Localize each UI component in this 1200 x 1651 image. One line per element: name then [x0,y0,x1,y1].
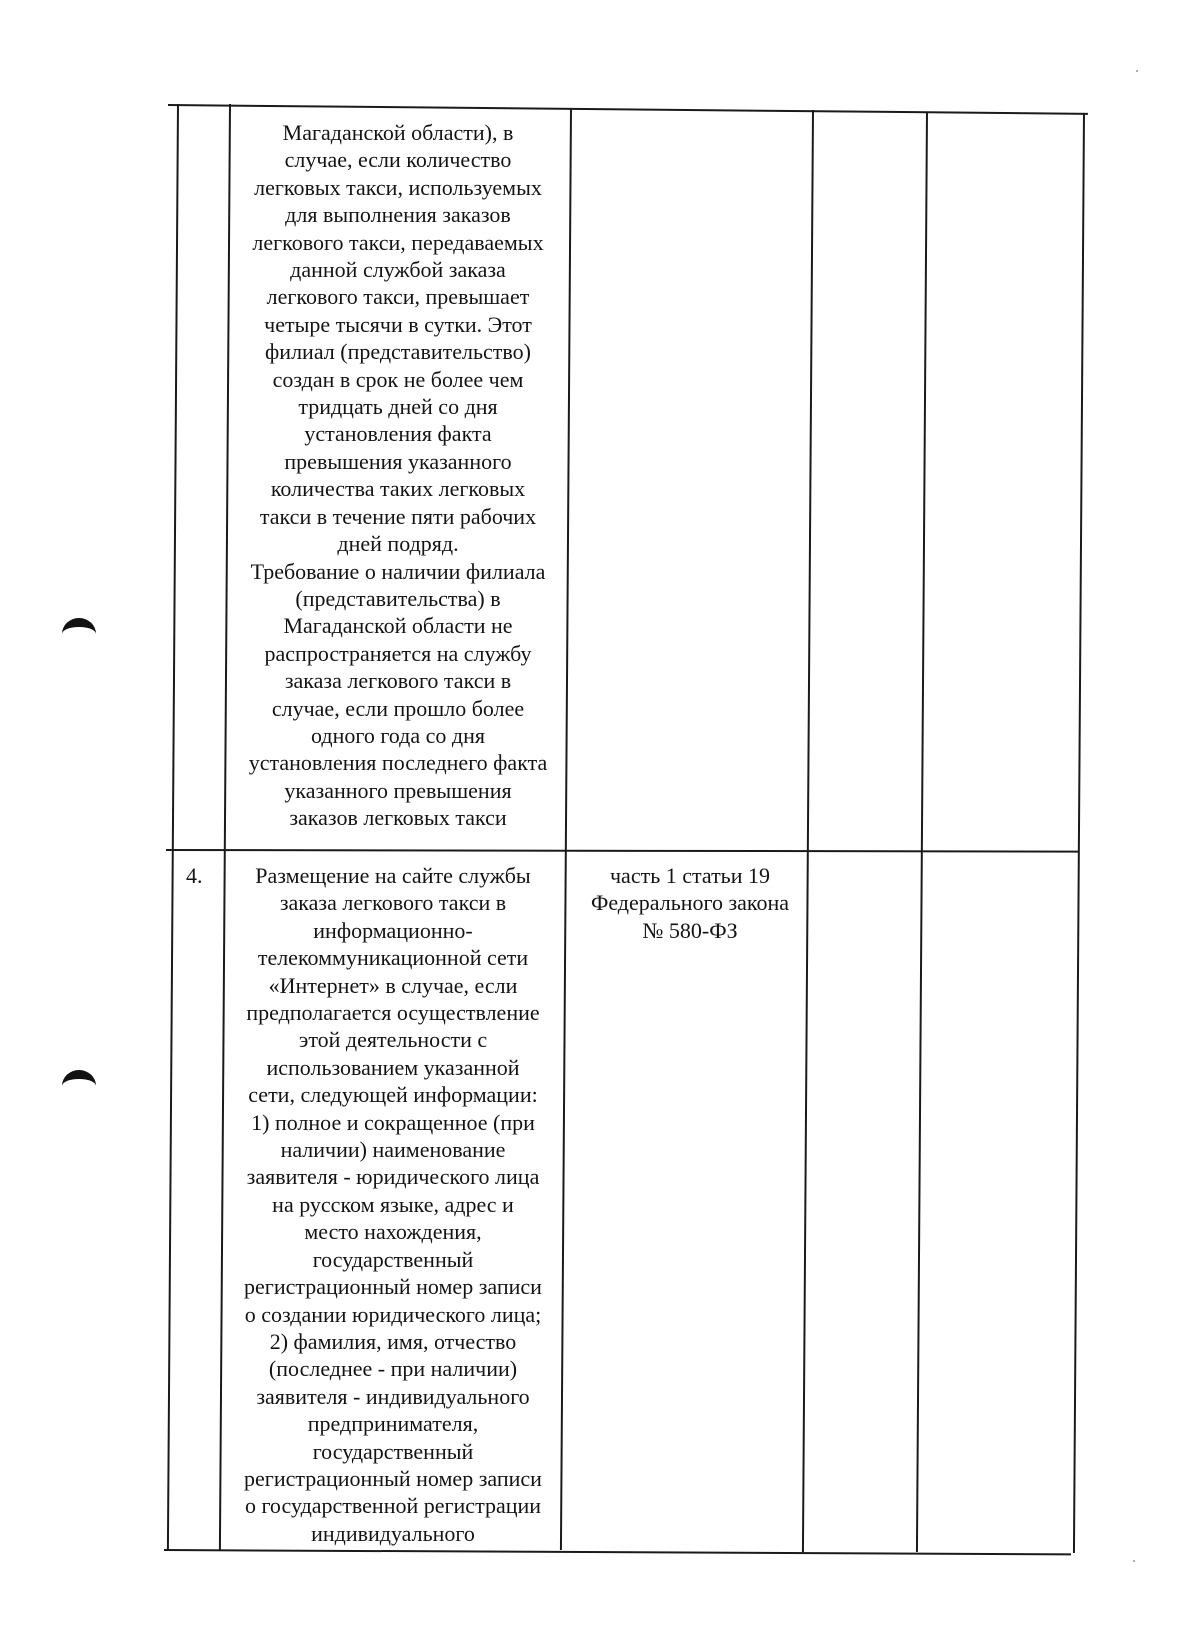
table-right-border [1073,113,1085,1553]
row-number: 4. [186,863,203,888]
legal-reference-text: часть 1 статьи 19 Федерального закона № 580-ФЗ [590,863,790,943]
scan-speck [1136,70,1138,72]
row-divider [166,849,1079,853]
continued-requirement-text: Магаданской области), в случае, если количество легковых такси, используемых для выполнения заказов легкового такси, передаваемых данной службой заказа легкового такси, превышает четыре тысячи в сутки. Этот филиал (представительство) создан в срок не более чем тридцать дней со дня установления факта превышения указанного количества таких легковых такси в течение пяти рабочих дней подряд. Требование о наличии филиала (представительства) в Магаданской области не распространяется на службу заказа легкового такси в случае, если прошло более одного года со дня установления последнего факта указанного превышения заказов легковых такси [248,120,548,831]
column-border-5 [916,112,928,1552]
binder-hole-mark [62,1070,96,1086]
table-top-border [168,104,1088,115]
scan-speck [1133,1560,1135,1562]
table-bottom-border [164,1549,1071,1555]
requirement-text: Размещение на сайте службы заказа легкового такси в информационно- телекоммуникационной сети «Интернет» в случае, если предполагается осуществление этой деятельности с использованием указанной сети, следующей информации: 1) полное и сокращенное (при наличии) наименование заявителя - юридического лица на русском языке, адрес и место нахождения, государственный регистрационный номер записи о создании юридического лица; 2) фамилия, имя, отчество (последнее - при наличии) заявителя - индивидуального предпринимателя, государственный регистрационный номер записи о государственной регистрации индивидуального [244,863,542,1546]
binder-hole-mark [62,618,96,634]
column-border-1 [167,104,179,1550]
column-border-4 [802,110,814,1552]
